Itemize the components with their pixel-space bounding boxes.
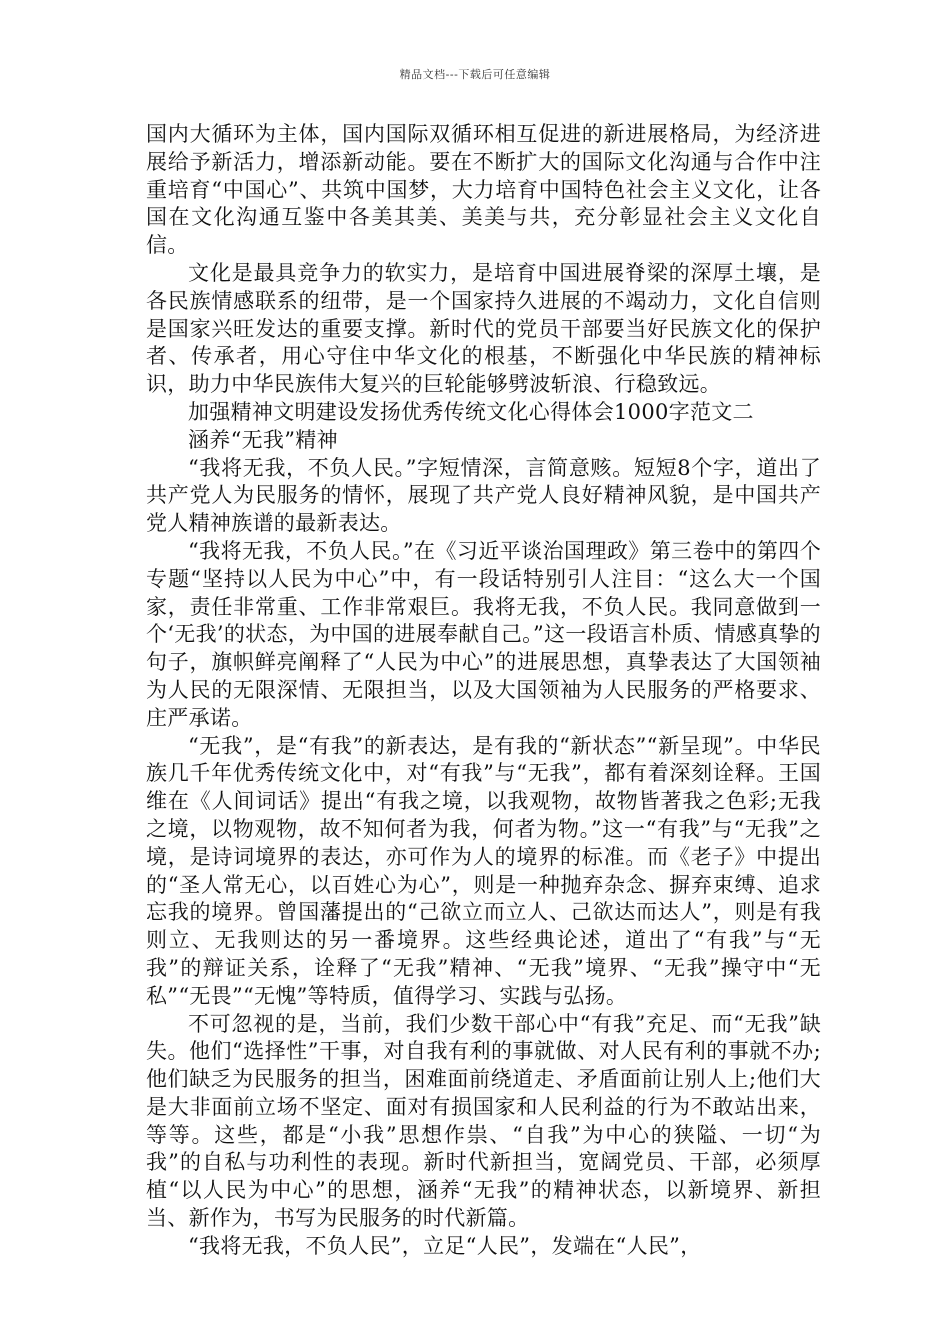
document-body bbox=[146, 121, 821, 1261]
paragraph: 国内大循环为主体，国内国际双循环相互促进的新进展格局，为经济进展给予新活力，增添新动能。要在不断扩大的国际文化沟通与合作中注重培育“中国心”、共筑中国梦，大力培育中国特色社会主义文化，让各国在文化沟通互鉴中各美其美、美美与共，充分彰显社会主义文化自信。 bbox=[146, 122, 821, 258]
paragraph: “无我”，是“有我”的新表达，是有我的“新状态”“新呈现”。中华民族几千年优秀传统文化中，对“有我”与“无我”，都有着深刻诠释。王国维在《人间词话》提出“有我之境，以我观物，故物皆著我之色彩;无我之境，以物观物，故不知何者为我，何者为物。”这一“有我”与“无我”之境，是诗词境界的表达，亦可作为人的境界的标准。而《老子》中提出的“圣人常无心，以百姓心为心”，则是一种抛弃杂念、摒弃束缚、追求忘我的境界。曾国藩提出的“己欲立而立人、己欲达而达人”，则是有我则立、无我则达的另一番境界。这些经典论述，道出了“有我”与“无我”的辩证关系，诠释了“无我”精神、“无我”境界、“无我”操守中“无私”“无畏”“无愧”等特质，值得学习、实践与弘扬。 bbox=[146, 733, 821, 1008]
paragraph: 文化是最具竞争力的软实力，是培育中国进展脊梁的深厚土壤，是各民族情感联系的纽带，是一个国家持久进展的不竭动力，文化自信则是国家兴旺发达的重要支撑。新时代的党员干部要当好民族文化的保护者、传承者，用心守住中华文化的根基，不断强化中华民族的精神标识，助力中华民族伟大复兴的巨轮能够劈波斩浪、行稳致远。 bbox=[146, 260, 821, 397]
paragraph: 不可忽视的是，当前，我们少数干部心中“有我”充足、而“无我”缺失。他们“选择性”干事，对自我有利的事就做、对人民有利的事就不办;他们缺乏为民服务的担当，困难面前绕道走、矛盾面前让别人上;他们大是大非面前立场不坚定、面对有损国家和人民利益的行为不敢站出来，等等。这些，都是“小我”思想作祟、“自我”为中心的狭隘、一切“为我”的自私与功利性的表现。新时代新担当，宽阔党员、干部，必须厚植“以人民为中心”的思想，涵养“无我”的精神状态，以新境界、新担当、新作为，书写为民服务的时代新篇。 bbox=[146, 1011, 821, 1231]
paragraph: “我将无我，不负人民。”在《习近平谈治国理政》第三卷中的第四个专题“坚持以人民为中心”中，有一段话特别引人注目：“这么大一个国家，责任非常重、工作非常艰巨。我将无我，不负人民。我同意做到一个‘无我’的状态，为中国的进展奉献自己。”这一段语言朴质、情感真挚的句子，旗帜鲜亮阐释了“人民为中心”的进展思想，真挚表达了大国领袖为人民的无限深情、无限担当，以及大国领袖为人民服务的严格要求、庄严承诺。 bbox=[146, 538, 821, 730]
paragraph: “我将无我，不负人民”，立足“人民”，发端在“人民”， bbox=[188, 1233, 702, 1258]
page-header: 精品文档---下载后可任意编辑 bbox=[399, 68, 551, 81]
article-title: 加强精神文明建设发扬优秀传统文化心得体会1000字范文二 bbox=[188, 399, 754, 424]
paragraph: “我将无我，不负人民。”字短情深，言简意赅。短短8个字，道出了共产党人为民服务的情怀，展现了共产党人良好精神风貌，是中国共产党人精神族谱的最新表达。 bbox=[146, 455, 821, 536]
section-heading: 涵养“无我”精神 bbox=[188, 427, 338, 452]
